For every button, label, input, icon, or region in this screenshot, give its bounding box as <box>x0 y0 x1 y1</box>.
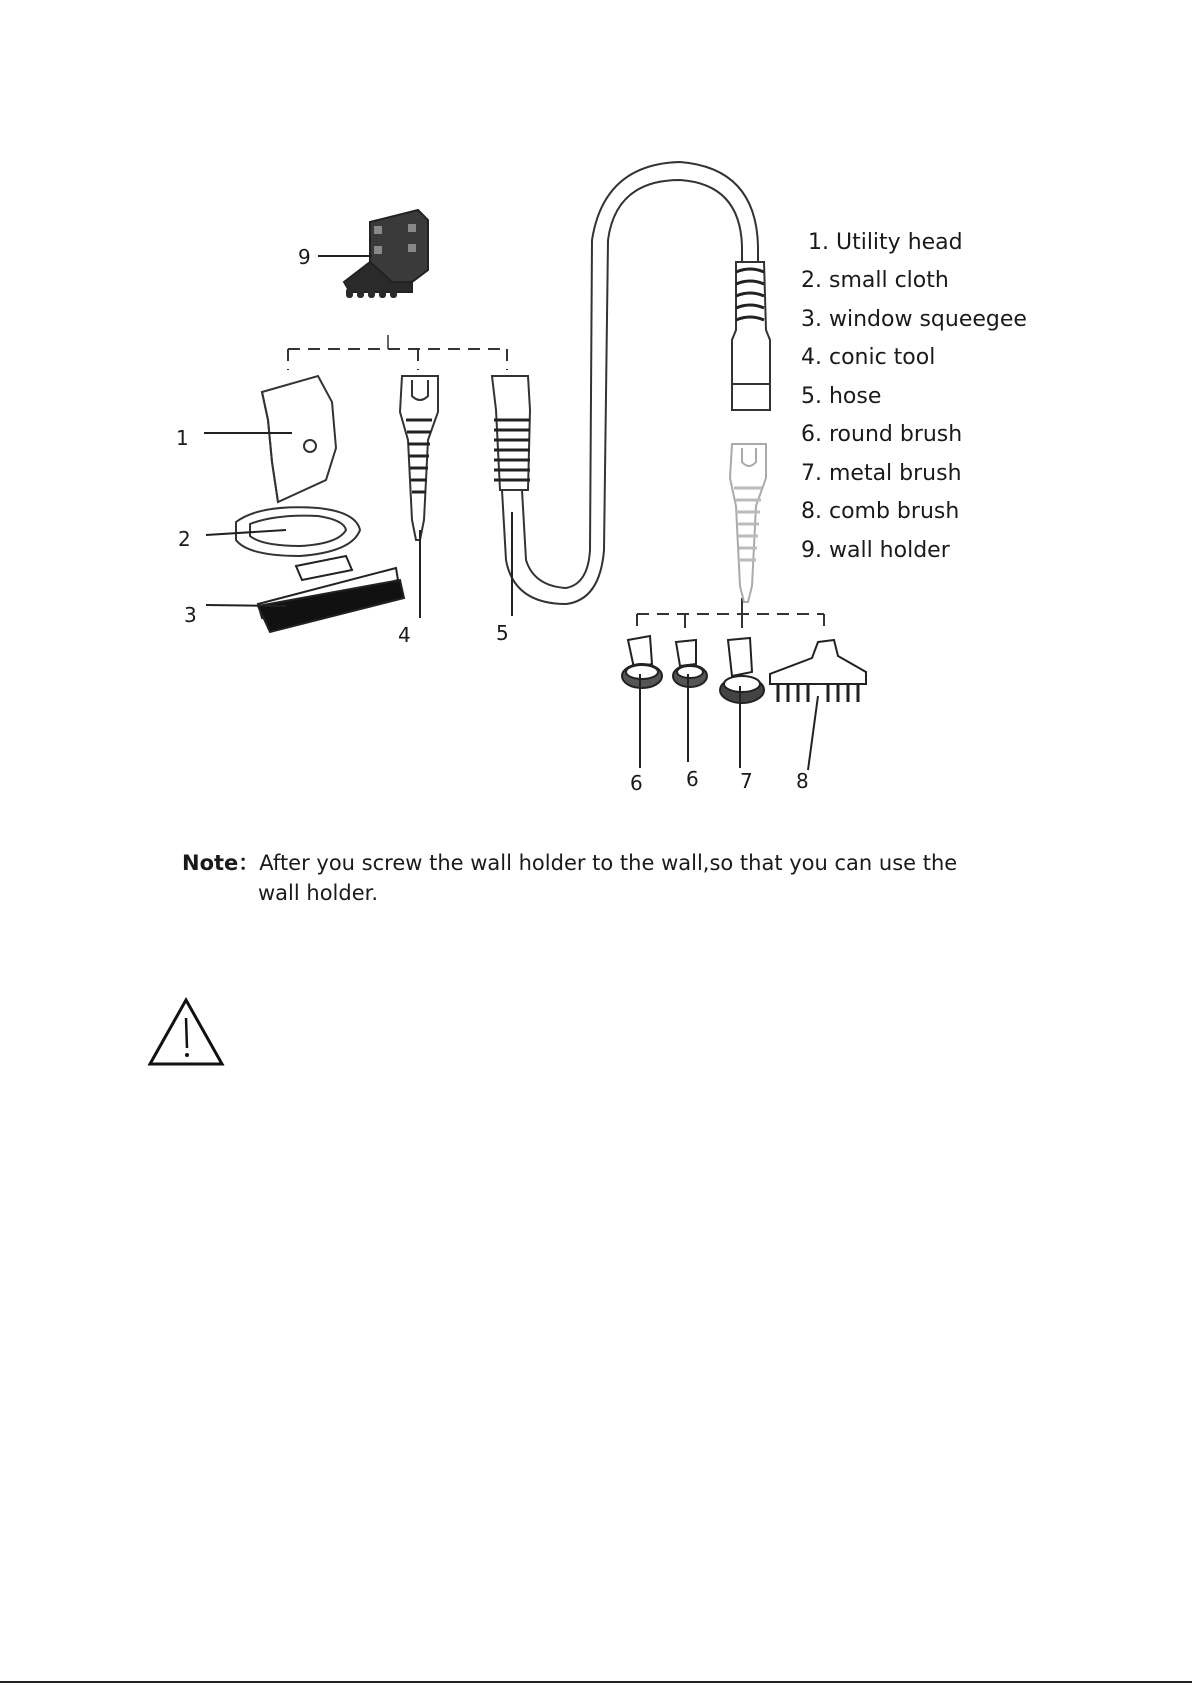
callout-comb-brush: 8 <box>796 769 809 793</box>
hose-illustration <box>492 162 770 604</box>
metal-brush-illustration <box>720 638 764 703</box>
round-brush-a-illustration <box>622 636 662 688</box>
conic-tool-illustration <box>400 376 438 540</box>
legend-item-conic-tool: 4. conic tool <box>801 345 936 370</box>
callout-conic-tool: 4 <box>398 623 411 647</box>
warning-triangle-icon <box>150 1000 222 1064</box>
page-bottom-rule <box>0 1681 1192 1683</box>
conic-tool-faded-illustration <box>730 444 766 602</box>
accessory-bracket-top <box>288 349 507 370</box>
legend-item-round-brush: 6. round brush <box>801 422 963 447</box>
legend-item-comb-brush: 8. comb brush <box>801 499 960 524</box>
note-label: Note： <box>182 851 260 875</box>
callout-hose: 5 <box>496 621 509 645</box>
round-brush-b-illustration <box>673 640 707 687</box>
callout-utility-head: 1 <box>176 426 189 450</box>
callout-round-brush-b: 6 <box>686 767 699 791</box>
legend-item-wall-holder: 9. wall holder <box>801 538 950 563</box>
callout-round-brush-a: 6 <box>630 771 643 795</box>
callout-small-cloth: 2 <box>178 527 191 551</box>
note-text-line1: After you screw the wall holder to the wall,so that you can use the <box>259 851 958 875</box>
legend-item-window-squeegee: 3. window squeegee <box>801 307 1027 332</box>
callout-wall-holder: 9 <box>298 245 311 269</box>
bracket-bottom-ticks <box>685 598 742 628</box>
note-text-line2: wall holder. <box>258 881 379 905</box>
legend-item-utility-head: 1. Utility head <box>808 230 963 255</box>
window-squeegee-illustration <box>258 556 404 632</box>
legend-item-hose: 5. hose <box>801 384 882 409</box>
accessory-bracket-bottom <box>637 614 824 630</box>
callout-metal-brush: 7 <box>740 769 753 793</box>
legend-item-metal-brush: 7. metal brush <box>801 461 962 486</box>
callout-window-squeegee: 3 <box>184 603 197 627</box>
legend-item-small-cloth: 2. small cloth <box>801 268 949 293</box>
utility-head-illustration <box>262 376 336 502</box>
wall-holder-illustration <box>344 210 428 298</box>
comb-brush-illustration <box>770 640 866 702</box>
note-paragraph <box>182 848 1042 878</box>
